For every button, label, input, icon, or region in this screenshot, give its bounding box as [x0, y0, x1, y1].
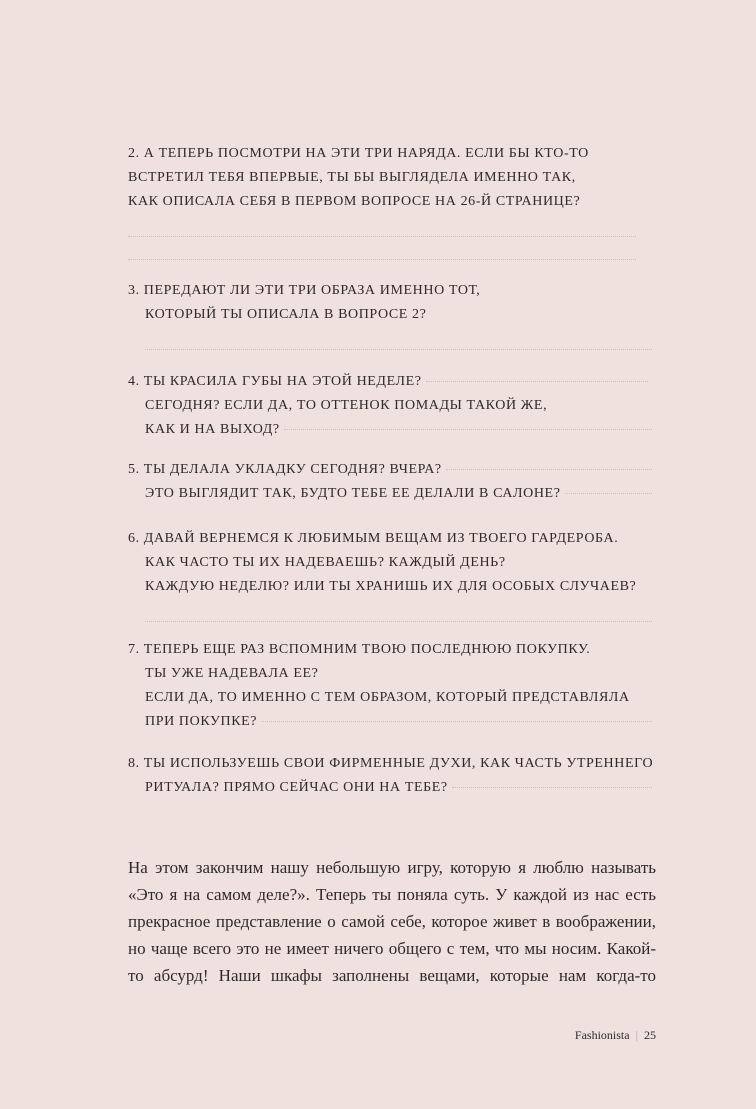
question-text: 7. ТЕПЕРЬ ЕЩЕ РАЗ ВСПОМНИМ ТВОЮ ПОСЛЕДНЮЮ ПОКУПКУ. [128, 642, 591, 657]
book-title: Fashionista [574, 1028, 630, 1042]
question-text: 3. ПЕРЕДАЮТ ЛИ ЭТИ ТРИ ОБРАЗА ИМЕННО ТОТ, [128, 283, 481, 298]
question-7 [128, 638, 668, 734]
question-line [128, 662, 668, 686]
question-text: 8. ТЫ ИСПОЛЬЗУЕШЬ СВОИ ФИРМЕННЫЕ ДУХИ, КАК ЧАСТЬ УТРЕННЕГО [128, 756, 654, 771]
answer-line[interactable] [128, 214, 636, 237]
question-line [128, 710, 652, 734]
question-line [128, 142, 668, 166]
question-text: 6. ДАВАЙ ВЕРНЕМСЯ К ЛЮБИМЫМ ВЕЩАМ ИЗ ТВОЕГО ГАРДЕРОБА. [128, 531, 619, 546]
question-text: 4. ТЫ КРАСИЛА ГУБЫ НА ЭТОЙ НЕДЕЛЕ? [128, 374, 422, 389]
answer-line[interactable] [145, 327, 652, 350]
question-text: ЕСЛИ ДА, ТО ИМЕННО С ТЕМ ОБРАЗОМ, КОТОРЫЙ ПРЕДСТАВЛЯЛА [145, 690, 630, 705]
question-line [128, 752, 668, 776]
page-number: 25 [644, 1028, 656, 1042]
question-line [128, 418, 652, 442]
answer-dots[interactable] [452, 786, 652, 788]
question-line [128, 551, 668, 575]
body-line: «Это я на самом деле?». Теперь ты поняла суть. У каждой из нас есть [128, 885, 656, 904]
question-4 [128, 370, 668, 442]
question-line [128, 166, 668, 190]
question-line [128, 482, 652, 506]
answer-dots[interactable] [284, 428, 652, 430]
question-line [128, 575, 668, 599]
question-line [128, 394, 668, 418]
question-text: 5. ТЫ ДЕЛАЛА УКЛАДКУ СЕГОДНЯ? ВЧЕРА? [128, 462, 442, 477]
question-8 [128, 752, 668, 800]
question-text: ТЫ УЖЕ НАДЕВАЛА ЕЕ? [145, 666, 319, 681]
footer-separator: | [635, 1028, 638, 1042]
body-paragraph [128, 854, 656, 989]
answer-dots[interactable] [426, 380, 648, 382]
question-text: 2. А ТЕПЕРЬ ПОСМОТРИ НА ЭТИ ТРИ НАРЯДА. ЕСЛИ БЫ КТО-ТО [128, 146, 589, 161]
answer-dots[interactable] [446, 468, 652, 470]
question-text: КАК ЧАСТО ТЫ ИХ НАДЕВАЕШЬ? КАЖДЫЙ ДЕНЬ? [145, 555, 506, 570]
question-line [128, 776, 652, 800]
question-text: КАК И НА ВЫХОД? [145, 422, 280, 437]
question-line [128, 686, 668, 710]
question-line [128, 279, 668, 303]
question-line [128, 638, 668, 662]
answer-line[interactable] [128, 237, 636, 260]
answer-dots[interactable] [565, 492, 652, 494]
question-text: КАК ОПИСАЛА СЕБЯ В ПЕРВОМ ВОПРОСЕ НА 26-Й СТРАНИЦЕ? [128, 194, 581, 209]
question-line [128, 370, 648, 394]
question-text: ПРИ ПОКУПКЕ? [145, 714, 258, 729]
body-line: то абсурд! Наши шкафы заполнены вещами, которые нам когда-то [128, 966, 656, 985]
body-line: но чаще всего это не имеет ничего общего с тем, что мы носим. Какой- [128, 939, 656, 958]
question-text: СЕГОДНЯ? ЕСЛИ ДА, ТО ОТТЕНОК ПОМАДЫ ТАКОЙ ЖЕ, [145, 398, 548, 413]
question-6 [128, 527, 668, 622]
question-line [128, 303, 668, 327]
question-2 [128, 142, 668, 260]
question-line [128, 527, 668, 551]
page-footer [575, 1028, 656, 1043]
question-text: ЭТО ВЫГЛЯДИТ ТАК, БУДТО ТЕБЕ ЕЕ ДЕЛАЛИ В САЛОНЕ? [145, 486, 561, 501]
answer-dots[interactable] [261, 720, 652, 722]
question-line [128, 458, 652, 482]
body-line: На этом закончим нашу небольшую игру, которую я люблю называть [128, 858, 656, 877]
question-text: РИТУАЛА? ПРЯМО СЕЙЧАС ОНИ НА ТЕБЕ? [145, 780, 448, 795]
question-text: КОТОРЫЙ ТЫ ОПИСАЛА В ВОПРОСЕ 2? [145, 307, 427, 322]
question-line [128, 190, 668, 214]
question-3 [128, 279, 668, 350]
question-text: ВСТРЕТИЛ ТЕБЯ ВПЕРВЫЕ, ТЫ БЫ ВЫГЛЯДЕЛА ИМЕННО ТАК, [128, 170, 576, 185]
question-text: КАЖДУЮ НЕДЕЛЮ? ИЛИ ТЫ ХРАНИШЬ ИХ ДЛЯ ОСОБЫХ СЛУЧАЕВ? [145, 579, 637, 594]
answer-line[interactable] [145, 599, 652, 622]
question-5 [128, 458, 668, 506]
body-line: прекрасное представление о самой себе, которое живет в воображении, [128, 912, 656, 931]
